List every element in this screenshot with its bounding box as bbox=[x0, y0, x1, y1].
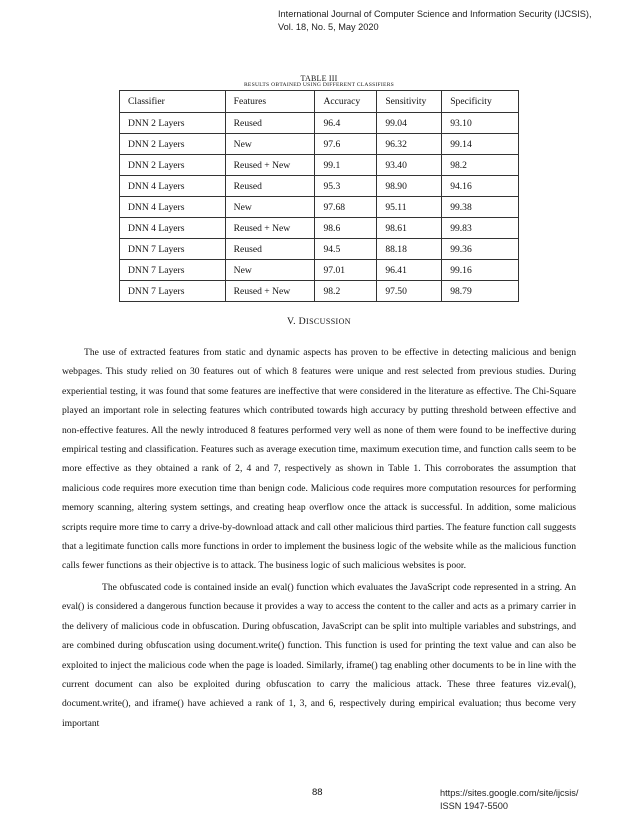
table-cell: 88.18 bbox=[377, 239, 442, 260]
results-table bbox=[119, 90, 519, 302]
table-cell: 99.14 bbox=[442, 134, 519, 155]
table-subcaption: RESULTS OBTAINED USING DIFFERENT CLASSIFIERS bbox=[243, 82, 395, 88]
table-cell: 99.04 bbox=[377, 113, 442, 134]
table-cell: 96.41 bbox=[377, 260, 442, 281]
table-cell: 99.36 bbox=[442, 239, 519, 260]
journal-header bbox=[278, 8, 618, 33]
table-cell: 99.16 bbox=[442, 260, 519, 281]
table-cell: DNN 4 Layers bbox=[120, 218, 226, 239]
column-header: Specificity bbox=[442, 91, 519, 113]
discussion-body bbox=[62, 343, 576, 733]
column-header: Classifier bbox=[120, 91, 226, 113]
table-cell: DNN 4 Layers bbox=[120, 176, 226, 197]
table-cell: 98.2 bbox=[442, 155, 519, 176]
table-row bbox=[120, 155, 519, 176]
section-title-rest: ISCUSSION bbox=[306, 317, 351, 326]
table-cell: 98.6 bbox=[315, 218, 377, 239]
table-cell: 98.2 bbox=[315, 281, 377, 302]
table-row bbox=[120, 218, 519, 239]
table-cell: 99.38 bbox=[442, 197, 519, 218]
table-cell: 98.90 bbox=[377, 176, 442, 197]
table-row bbox=[120, 281, 519, 302]
column-header: Features bbox=[225, 91, 315, 113]
table-cell: New bbox=[225, 197, 315, 218]
footer-issn: ISSN 1947-5500 bbox=[440, 800, 508, 811]
table-cell: 95.3 bbox=[315, 176, 377, 197]
table-row bbox=[120, 113, 519, 134]
footer-url: https://sites.google.com/site/ijcsis/ bbox=[440, 788, 579, 798]
table-cell: Reused + New bbox=[225, 281, 315, 302]
table-cell: 97.01 bbox=[315, 260, 377, 281]
section-heading bbox=[0, 316, 638, 327]
table-cell: 98.79 bbox=[442, 281, 519, 302]
paragraph: The obfuscated code is contained inside an eval() function which evaluates the JavaScript code represented in a string. An eval() is considered a dangerous function because it provides a way to access the content to the caller and acts as a primary carrier in the delivery of malicious code in obfuscation. During obfuscation, JavaScript can be split into multiple variables and substrings, and are combined during obfuscation using document.write() function. This function is used for printing the text value and can also be exploited to inject the malicious code when the page is loaded. Similarly, iframe() tag enabling other documents to be in line with the current document can also be exploited during obfuscation to carry the malicious attack. These three features viz.eval(), document.write(), and iframe() have achieved a rank of 1, 3, and 6, respectively during empirical evaluation; thus become very important bbox=[62, 581, 576, 729]
table-cell: 99.1 bbox=[315, 155, 377, 176]
table-cell: DNN 7 Layers bbox=[120, 260, 226, 281]
table-row bbox=[120, 134, 519, 155]
table-cell: 93.10 bbox=[442, 113, 519, 134]
table-cell: 93.40 bbox=[377, 155, 442, 176]
table-cell: 97.68 bbox=[315, 197, 377, 218]
table-row bbox=[120, 197, 519, 218]
section-title-initial: D bbox=[298, 316, 307, 327]
table-cell: DNN 7 Layers bbox=[120, 281, 226, 302]
table-header-row bbox=[120, 91, 519, 113]
section-number: V. bbox=[287, 316, 296, 327]
journal-title: International Journal of Computer Science and Information Security (IJCSIS), bbox=[278, 9, 592, 19]
table-cell: 94.16 bbox=[442, 176, 519, 197]
table-cell: 98.61 bbox=[377, 218, 442, 239]
table-cell: New bbox=[225, 260, 315, 281]
table-cell: Reused bbox=[225, 176, 315, 197]
column-header: Sensitivity bbox=[377, 91, 442, 113]
table-cell: DNN 7 Layers bbox=[120, 239, 226, 260]
table-cell: New bbox=[225, 134, 315, 155]
table-cell: 96.4 bbox=[315, 113, 377, 134]
table-cell: Reused bbox=[225, 113, 315, 134]
table-cell: Reused + New bbox=[225, 155, 315, 176]
table-cell: DNN 2 Layers bbox=[120, 113, 226, 134]
table-cell: Reused + New bbox=[225, 218, 315, 239]
column-header: Accuracy bbox=[315, 91, 377, 113]
table-cell: DNN 4 Layers bbox=[120, 197, 226, 218]
table-cell: 94.5 bbox=[315, 239, 377, 260]
table-cell: DNN 2 Layers bbox=[120, 155, 226, 176]
table-cell: 96.32 bbox=[377, 134, 442, 155]
table-caption: TABLE III bbox=[300, 74, 338, 83]
table-cell: DNN 2 Layers bbox=[120, 134, 226, 155]
table-cell: 99.83 bbox=[442, 218, 519, 239]
paragraph: The use of extracted features from static and dynamic aspects has proven to be effective in detecting malicious and benign webpages. This study relied on 30 features out of which 8 features were unique and rest selected from previous studies. During experiential testing, it was found that some features are ineffective that were considered in the literature as effective. The Chi-Square played an important role in selecting features which contributed towards high accuracy by putting threshold between effective and non-effective features. All the newly introduced 8 features performed very well as none of them were found to be ineffective during empirical testing and classification. Features such as average execution time, maximum execution time, and function calls seem to be more effective as they obtained a rank of 2, 4 and 7, respectively as shown in Table 1. This corroborates the assumption that malicious code requires more execution time than benign code. Malicious code requires more computation resources for performing memory scanning, altering system settings, and creating heap overflow once the attack is successful. In addition, some malicious scripts require more time to carry a drive-by-download attack and call other malicious third parties. The feature function call suggests that a legitimate function calls more functions in order to implement the business logic of the website while as the malicious function calls fewer functions as their objective is to attack. The business logic of such malicious websites is poor. bbox=[62, 347, 576, 572]
table-cell: 95.11 bbox=[377, 197, 442, 218]
footer-info bbox=[440, 787, 578, 812]
table-cell: 97.50 bbox=[377, 281, 442, 302]
page-number: 88 bbox=[312, 787, 323, 798]
table-cell: 97.6 bbox=[315, 134, 377, 155]
table-row bbox=[120, 239, 519, 260]
table-row bbox=[120, 260, 519, 281]
table-row bbox=[120, 176, 519, 197]
journal-volume: Vol. 18, No. 5, May 2020 bbox=[278, 21, 379, 32]
table-cell: Reused bbox=[225, 239, 315, 260]
